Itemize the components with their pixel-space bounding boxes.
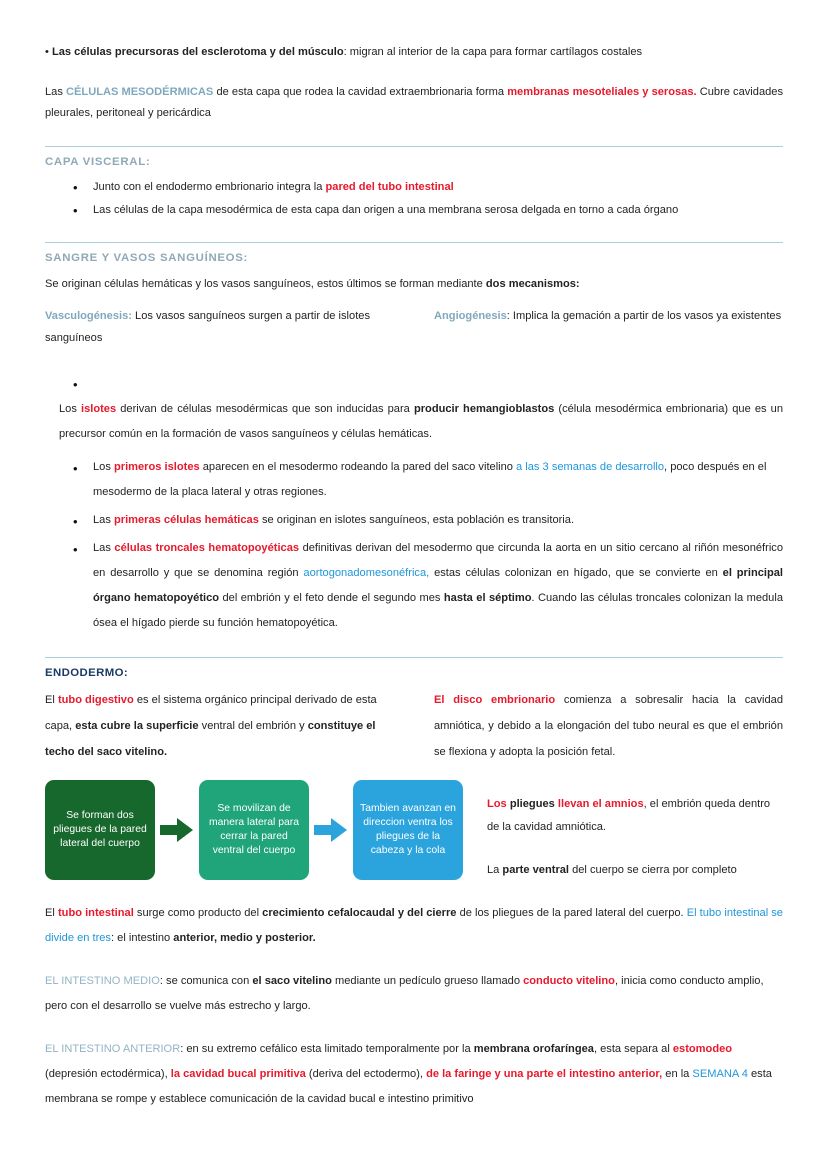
sangre-intro-a: Se originan células hemáticas y los vasos sanguíneos, estos últimos se forman mediante — [45, 278, 486, 291]
list-item — [93, 455, 783, 505]
anterior-e: en la — [662, 1067, 693, 1080]
medio-b: mediante un pedículo grueso llamado — [331, 974, 524, 987]
medio-a: : se comunica con — [159, 974, 253, 987]
intro-bullet-line — [45, 42, 783, 64]
angiogenesis-text: : Implica la gemación a partir de los vasos ya existentes — [506, 309, 782, 322]
pliegues-term: pliegues — [506, 797, 558, 810]
sangre-bullet-list — [45, 371, 783, 391]
list-item — [93, 536, 783, 636]
los-term: Los — [487, 797, 507, 810]
flow-box-2: Se movilizan de manera lateral para cerrar la pared ventral del cuerpo — [199, 780, 309, 880]
tubo-a: El — [45, 906, 58, 919]
list-item — [93, 176, 783, 198]
pliegues-amnios-paragraph — [487, 793, 783, 840]
section-capa-visceral — [45, 146, 783, 221]
intestino-medio-paragraph — [45, 969, 783, 1019]
item-text-pre: Junto con el endodermo embrionario integra la — [93, 180, 326, 193]
cavidad-bucal-primitiva-term: la cavidad bucal primitiva — [170, 1067, 306, 1080]
pared-tubo-intestinal-term: pared del tubo intestinal — [325, 180, 454, 193]
text-a: Los — [93, 461, 114, 474]
text-a: Las — [93, 513, 114, 526]
disco-embrionario-term: El disco embrionario — [434, 693, 556, 706]
side-p2-a: La — [487, 864, 503, 877]
section-sangre-vasos — [45, 242, 783, 635]
parte-ventral-term: parte ventral — [502, 864, 570, 877]
side-p2-b: del cuerpo se cierra por completo — [569, 864, 737, 877]
semana-4-term: SEMANA 4 — [692, 1067, 748, 1080]
tres-semanas-term: a las 3 semanas de desarrollo — [516, 461, 665, 474]
sangre-intro-paragraph — [45, 274, 783, 296]
vasculogenesis-text: Los vasos sanguíneos surgen a partir de islotes sanguíneos — [45, 309, 370, 344]
anterior-a: : en su extremo cefálico esta limitado temporalmente por la — [180, 1042, 474, 1055]
flow-boxes — [45, 777, 463, 883]
divide-en-tres-term: El tubo intestinal se divide en tres — [45, 906, 783, 944]
text-d: del embrión y el feto dende el segundo mes — [219, 591, 444, 604]
intro-bullet-rest: : migran al interior de la capa para formar cartílagos costales — [343, 46, 643, 58]
capa-visceral-list — [45, 176, 783, 221]
islotes-paragraph — [59, 397, 783, 447]
vasculogenesis-label: Vasculogénesis: — [45, 309, 132, 322]
medio-c: , inicia como conducto amplio, pero con el desarrollo se vuelve más estrecho y largo. — [45, 974, 764, 1012]
membranas-mesoteliales-term: membranas mesoteliales y serosas. — [507, 85, 697, 98]
dos-mecanismos-term: dos mecanismos: — [485, 278, 580, 291]
celulas-mesodermicas-term: CÉLULAS MESODÉRMICAS — [66, 85, 214, 98]
cubre-superficie-term: esta cubre la superficie — [75, 719, 199, 732]
section-endodermo — [45, 657, 783, 1112]
techo-saco-vitelino-term: constituye el techo del saco vitelino. — [45, 719, 376, 758]
text-b: aparecen en el mesodermo rodeando la pared del saco vitelino — [199, 461, 517, 474]
islotes-text-a: Los — [59, 403, 81, 416]
intestino-medio-label: EL INTESTINO MEDIO — [45, 974, 160, 987]
side-text-rest: , el embrión queda dentro de la cavidad amniótica. — [487, 797, 771, 834]
right-text: comienza a sobresalir hacia la cavidad amniótica, y debido a la elongación del tubo neural es que el embrión se flexiona y adopta la posición fetal. — [434, 693, 783, 758]
left-text-c: ventral del embrión y — [198, 719, 308, 732]
hasta-septimo-term: hasta el séptimo — [443, 591, 532, 604]
flow-side-text — [463, 777, 783, 883]
list-item — [93, 508, 783, 533]
text-a: Las — [93, 541, 115, 554]
intro-paragraph — [45, 82, 783, 125]
aortogonadomesonefrica-term: aortogonadomesonéfrica, — [303, 566, 430, 579]
hemangioblastos-term: producir hemangioblastos — [413, 403, 555, 416]
parte-ventral-paragraph — [487, 859, 783, 882]
item-text-pre: Las células de la capa mesodérmica de esta capa dan origen a una membrana serosa delgada en torno a cada órgano — [93, 204, 679, 217]
organo-hematopoyetico-term: el principal órgano hematopoyético — [93, 566, 783, 604]
intro-text-c: Cubre cavidades pleurales, peritoneal y pericárdica — [45, 85, 784, 120]
flow-arrow-1 — [155, 817, 199, 843]
flow-box-3: Tambien avanzan en direccion ventra los pliegues de la cabeza y la cola — [353, 780, 463, 880]
section-title-endodermo: ENDODERMO: — [45, 666, 129, 679]
mecanismos-two-columns — [45, 306, 783, 349]
endodermo-two-columns — [45, 687, 783, 765]
intestino-anterior-paragraph — [45, 1037, 783, 1112]
anterior-medio-posterior-term: anterior, medio y posterior. — [173, 931, 316, 944]
membrana-orofaringea-term: membrana orofaríngea — [473, 1042, 594, 1055]
text-b: definitivas derivan del mesodermo que circunda la aorta en un sitio cercano al riñón mesonéfrico en desarrollo y que se denomina región — [93, 541, 784, 579]
anterior-b: , esta separa al — [593, 1042, 673, 1055]
text-c: estas células colonizan en hígado, que se convierte en — [429, 566, 723, 579]
flow-box-1: Se forman dos pliegues de la pared lateral del cuerpo — [45, 780, 155, 880]
tubo-intestinal-paragraph — [45, 901, 783, 951]
sangre-detail-list — [45, 455, 783, 636]
endodermo-left-column — [45, 687, 394, 765]
tubo-intestinal-term: tubo intestinal — [57, 906, 134, 919]
list-item — [93, 199, 783, 221]
intro-text-b: de esta capa que rodea la cavidad extraembrionaria forma — [213, 85, 508, 98]
text-e: . Cuando las células troncales colonizan la medula ósea el hígado pierde su función hematopoyética. — [93, 591, 783, 629]
anterior-f: esta membrana se rompe y establece comunicación de la cavidad bucal e intestino primitivo — [45, 1067, 772, 1105]
islotes-term: islotes — [81, 403, 117, 416]
tubo-digestivo-term: tubo digestivo — [57, 693, 134, 706]
anterior-c: (depresión ectodérmica), — [45, 1067, 171, 1080]
intestino-anterior-label: EL INTESTINO ANTERIOR — [45, 1042, 181, 1055]
angiogenesis-label: Angiogénesis — [434, 309, 507, 322]
flow-arrow-2 — [309, 817, 353, 843]
endodermo-right-column — [434, 687, 783, 765]
arrow-right-icon — [160, 817, 194, 843]
saco-vitelino-term: el saco vitelino — [252, 974, 332, 987]
llevan-amnios-term: llevan el amnios — [557, 797, 644, 810]
anterior-d: (deriva del ectodermo), — [305, 1067, 427, 1080]
conducto-vitelino-term: conducto vitelino — [523, 974, 615, 987]
bullet-glyph: • — [45, 46, 52, 58]
vasculogenesis-column — [45, 306, 394, 349]
islotes-text-c: (célula mesodérmica embrionaria) que es un precursor común en la formación de vasos sanguíneos y células hemáticas. — [59, 403, 783, 441]
tubo-d: : el intestino — [110, 931, 174, 944]
estomodeo-term: estomodeo — [672, 1042, 733, 1055]
islotes-text-b: derivan de células mesodérmicas que son inducidas para — [116, 403, 414, 416]
primeras-celulas-hematicas-term: primeras células hemáticas — [113, 513, 259, 526]
left-text-a: El — [45, 693, 58, 706]
pliegues-flow-diagram — [45, 777, 783, 883]
section-title-sangre-vasos: SANGRE Y VASOS SANGUÍNEOS: — [45, 252, 249, 265]
intro-bullet-lead: Las células precursoras del esclerotoma y del músculo — [51, 46, 344, 58]
text-b: se originan en islotes sanguíneos, esta población es transitoria. — [258, 513, 575, 526]
section-title-capa-visceral: CAPA VISCERAL: — [45, 155, 151, 168]
celulas-troncales-term: células troncales hematopoyéticas — [114, 541, 300, 554]
angiogenesis-column — [434, 306, 783, 349]
primeros-islotes-term: primeros islotes — [113, 461, 200, 474]
text-c: , poco después en el mesodermo de la placa lateral y otras regiones. — [93, 461, 767, 498]
crecimiento-cefalocaudal-term: crecimiento cefalocaudal y del cierre — [262, 906, 457, 919]
left-text-b: es el sistema orgánico principal derivado de esta capa, — [45, 693, 377, 732]
intro-text-a: Las — [45, 85, 66, 98]
faringe-intestino-anterior-term: de la faringe y una parte el intestino anterior, — [426, 1067, 663, 1080]
tubo-c: de los pliegues de la pared lateral del cuerpo. — [456, 906, 687, 919]
tubo-b: surge como producto del — [133, 906, 263, 919]
arrow-right-icon — [314, 817, 348, 843]
list-item-empty — [93, 371, 783, 391]
